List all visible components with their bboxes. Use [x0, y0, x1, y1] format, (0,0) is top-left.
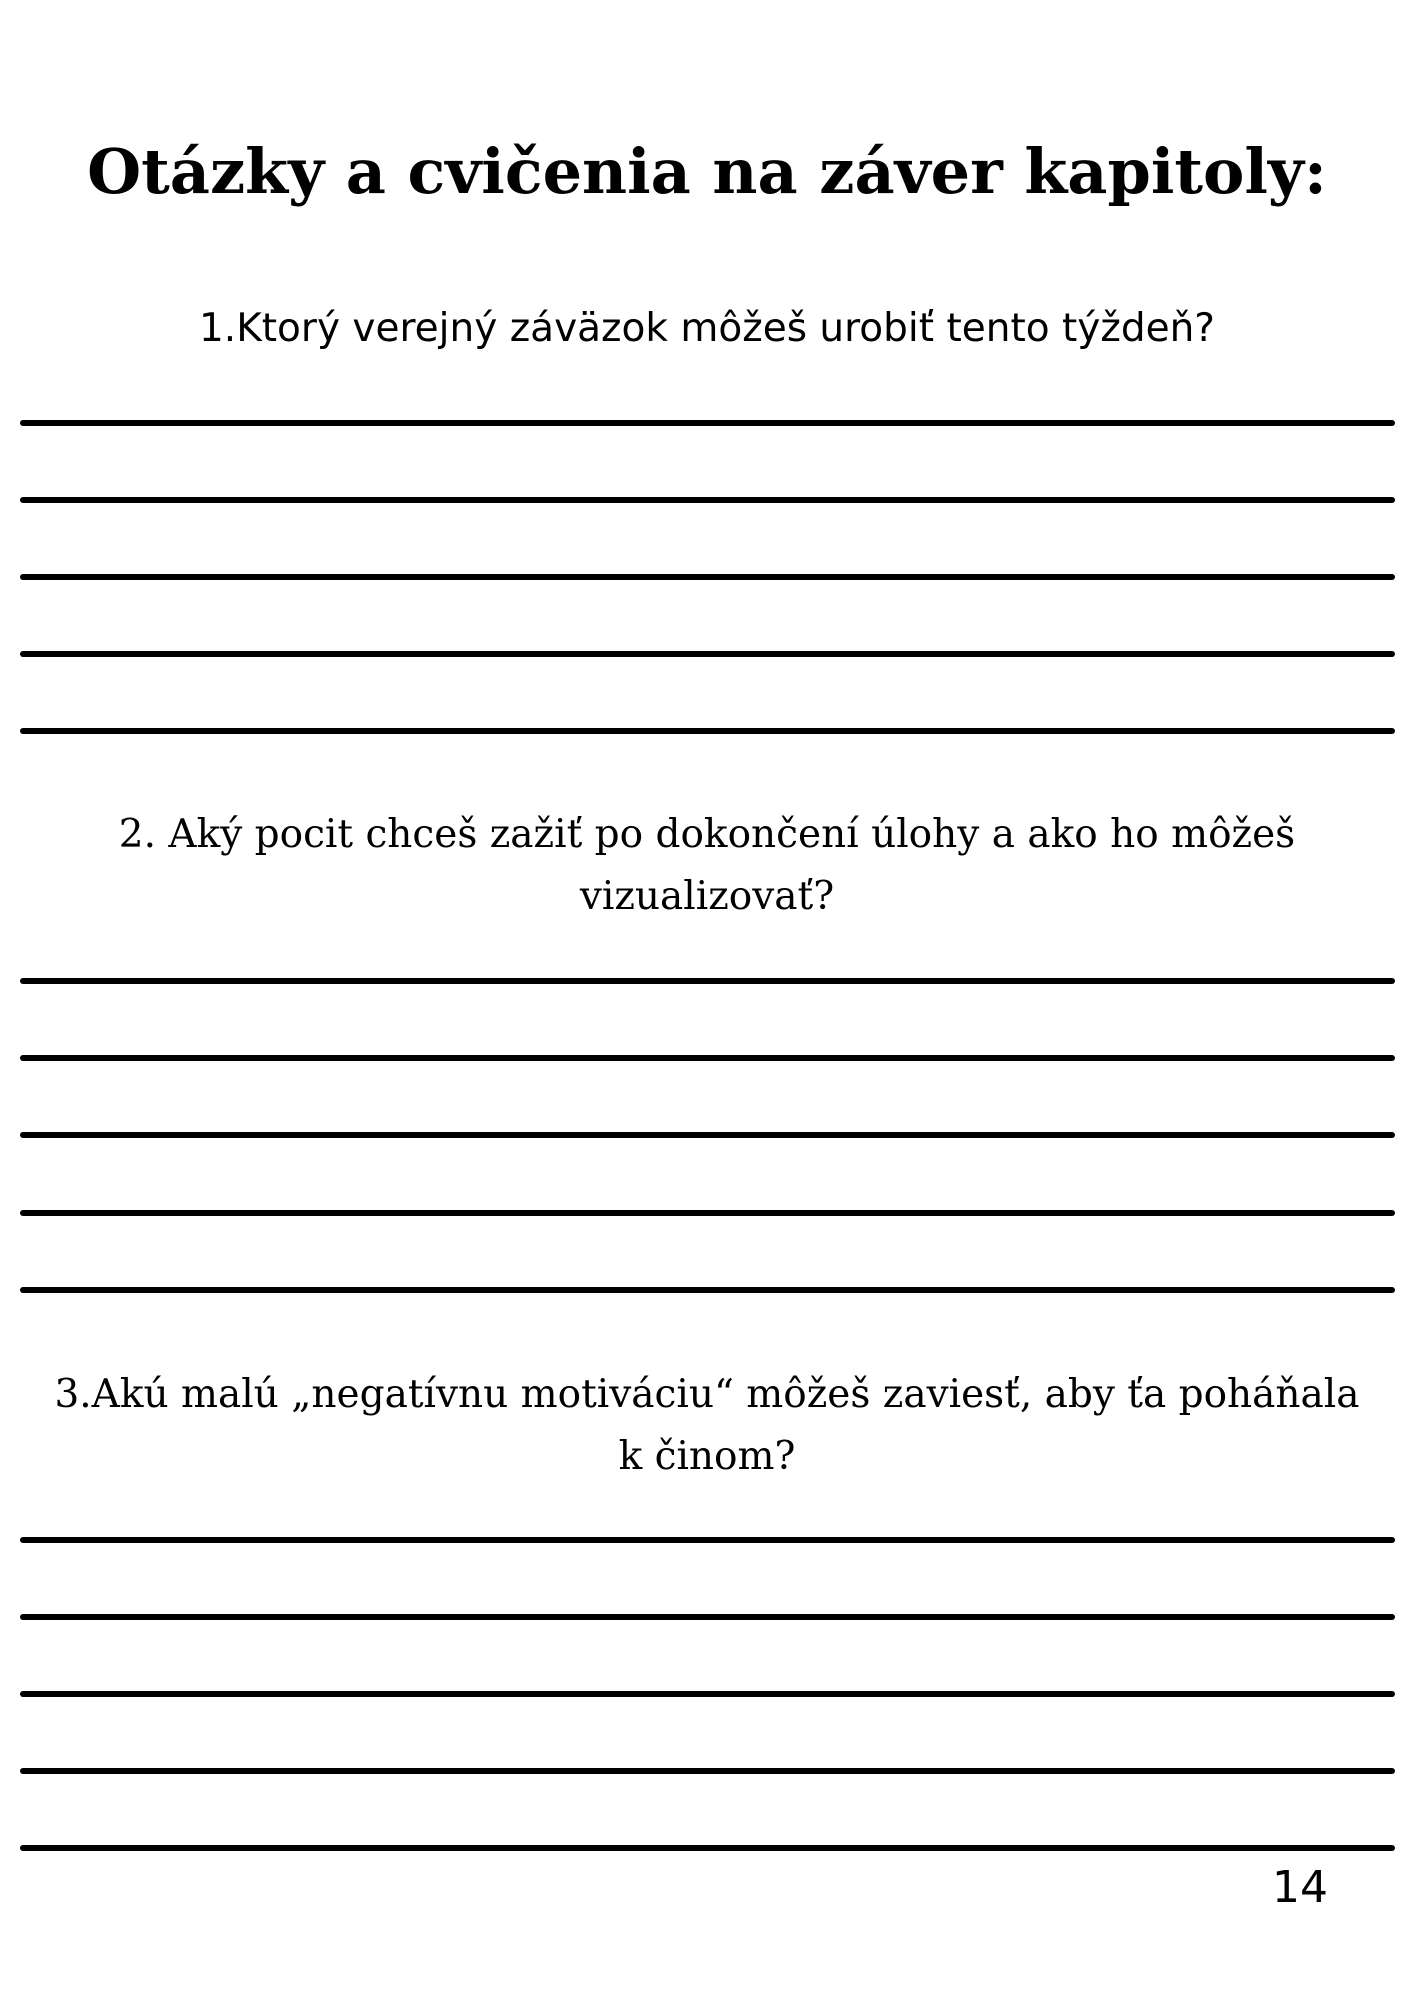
- question-3: 3.Akú malú „negatívnu motiváciu“ môžeš zaviesť, aby ťa poháňala k činom?: [54, 1372, 1360, 1479]
- answer-line-q1-4[interactable]: [20, 651, 1395, 657]
- page-title: Otázky a cvičenia na záver kapitoly:: [87, 135, 1327, 208]
- answer-line-q3-3[interactable]: [20, 1691, 1395, 1697]
- answer-line-q3-4[interactable]: [20, 1768, 1395, 1774]
- answer-line-q3-1[interactable]: [20, 1537, 1395, 1543]
- page-number: 14: [1272, 1862, 1328, 1913]
- answer-line-q1-5[interactable]: [20, 728, 1395, 734]
- answer-line-q2-3[interactable]: [20, 1132, 1395, 1138]
- question-2: 2. Aký pocit chceš zažiť po dokončení úlohy a ako ho môžeš vizualizovať?: [118, 812, 1296, 919]
- answer-line-q2-4[interactable]: [20, 1210, 1395, 1216]
- answer-line-q2-5[interactable]: [20, 1287, 1395, 1293]
- answer-line-q2-1[interactable]: [20, 978, 1395, 984]
- answer-line-q3-5[interactable]: [20, 1845, 1395, 1851]
- question-1: 1.Ktorý verejný záväzok môžeš urobiť tento týždeň?: [198, 306, 1216, 351]
- answer-line-q1-3[interactable]: [20, 574, 1395, 580]
- answer-line-q2-2[interactable]: [20, 1055, 1395, 1061]
- answer-line-q3-2[interactable]: [20, 1614, 1395, 1620]
- answer-line-q1-1[interactable]: [20, 420, 1395, 426]
- answer-line-q1-2[interactable]: [20, 497, 1395, 503]
